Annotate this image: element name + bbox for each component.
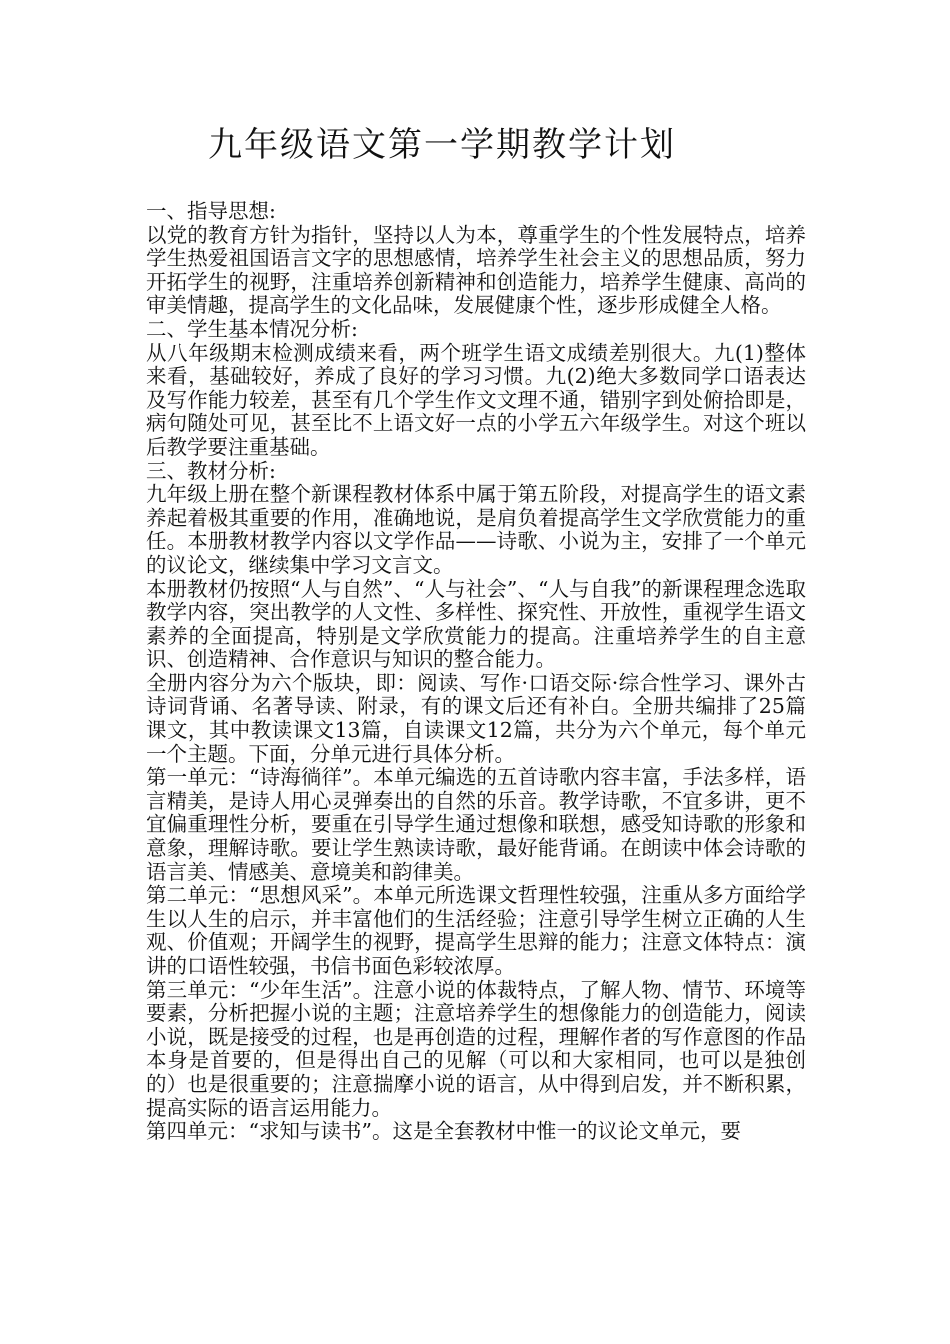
heading-student-analysis: 二、学生基本情况分析: <box>146 316 358 341</box>
heading-textbook-analysis: 三、教材分析: <box>146 458 276 483</box>
document-body <box>146 200 806 1144</box>
paragraph-guiding-ideology: 以党的教育方针为指针，坚持以人为本，尊重学生的个性发展特点，培养学生热爱祖国语言文字的思想感情，培养学生社会主义的思想品质，努力开拓学生的视野，注重培养创新精神和创造能力，培养学生健康、高尚的审美情趣，提高学生的文化品味，发展健康个性，逐步形成健全人格。 <box>146 222 806 318</box>
paragraph-unit-4: 第四单元：“求知与读书”。这是全套教材中惟一的议论文单元，要 <box>146 1119 741 1144</box>
paragraph-unit-2: 第二单元：“思想风采”。本单元所选课文哲理性较强，注重从多方面给学生以人生的启示，并丰富他们的生活经验；注意引导学生树立正确的人生观、价值观；开阔学生的视野，提高学生思辩的能力；注意文体特点：演讲的口语性较强，书信书面色彩较浓厚。 <box>146 883 806 978</box>
paragraph-unit-1: 第一单元：“诗海徜徉”。本单元编选的五首诗歌内容丰富，手法多样，语言精美，是诗人用心灵弹奏出的自然的乐音。教学诗歌，不宜多讲，更不宜偏重理性分析，要重在引导学生通过想像和联想，感受知诗歌的形象和意象，理解诗歌。要让学生熟读诗歌，最好能背诵。在朗读中体会诗歌的语言美、情感美、意境美和韵律美。 <box>146 765 806 884</box>
paragraph-textbook-concept: 本册教材仍按照“人与自然”、“人与社会”、“人与自我”的新课程理念选取教学内容，突出教学的人文性、多样性、探究性、开放性，重视学生语文素养的全面提高，特别是文学欣赏能力的提高。注重培养学生的自主意识、创造精神、合作意识与知识的整合能力。 <box>146 576 806 672</box>
heading-guiding-ideology: 一、指导思想: <box>146 199 276 223</box>
paragraph-textbook-overview: 九年级上册在整个新课程教材体系中属于第五阶段，对提高学生的语文素养起着极其重要的作用，准确地说，是肩负着提高学生文学欣赏能力的重任。本册教材教学内容以文学作品——诗歌、小说为主，安排了一个单元的议论文，继续集中学习文言文。 <box>146 482 806 577</box>
paragraph-student-analysis: 从八年级期末检测成绩来看，两个班学生语文成绩差别很大。九(1)整体来看，基础较好，养成了良好的学习习惯。九(2)绝大多数同学口语表达及写作能力较差，甚至有几个学生作文文理不通，错别字到处俯拾即是，病句随处可见，甚至比不上语文好一点的小学五六年级学生。对这个班以后教学要注重基础。 <box>146 340 806 459</box>
paragraph-unit-3: 第三单元：“少年生活”。注意小说的体裁特点，了解人物、情节、环境等要素，分析把握小说的主题；注意培养学生的想像能力的创造能力，阅读小说，既是接受的过程，也是再创造的过程，理解作者的写作意图的作品本身是首要的，但是得出自己的见解（可以和大家相同，也可以是独创的）也是很重要的；注意揣摩小说的语言，从中得到启发，并不断积累，提高实际的语言运用能力。 <box>146 977 806 1120</box>
paragraph-textbook-structure: 全册内容分为六个版块，即：阅读、写作·口语交际·综合性学习、课外古诗词背诵、名著导读、附录，有的课文后还有补白。全册共编排了25篇课文，其中教读课文13篇，自读课文12篇，共分为六个单元，每个单元一个主题。下面，分单元进行具体分析。 <box>146 670 806 766</box>
document-title: 九年级语文第一学期教学计划 <box>208 125 676 165</box>
